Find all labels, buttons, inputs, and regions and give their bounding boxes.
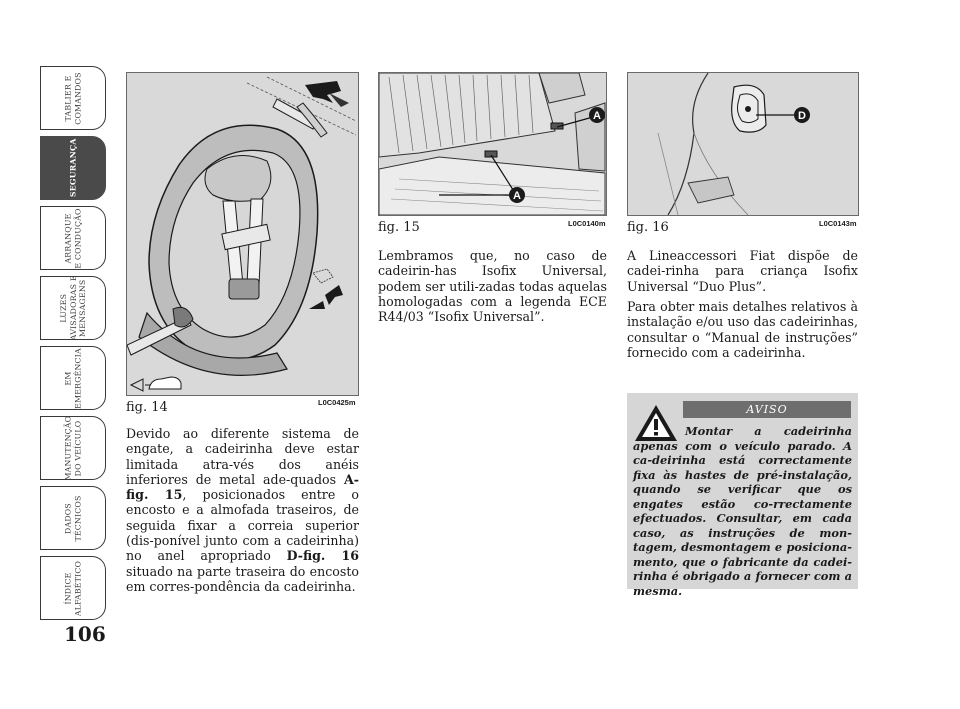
figure-15-rear-seat <box>378 72 607 216</box>
tab-label: SEGURANÇA <box>68 138 78 198</box>
fig-16-code: L0C0143m <box>819 219 857 228</box>
marker-d-label: D <box>798 110 806 122</box>
fig-14-caption: fig. 14 <box>126 400 168 415</box>
figure-ref-a: A-fig. 15 <box>126 471 359 503</box>
marker-a-upper-label: A <box>593 110 601 122</box>
tab-luzes-avisadoras[interactable] <box>40 276 106 340</box>
tab-label: LUZES AVISADORAS E MENSAGENS <box>58 275 87 340</box>
figure-14-child-seat <box>126 72 359 396</box>
car-icon <box>149 377 181 389</box>
text-segment: situado na parte traseira do encosto em corres-pondência da cadeirinha. <box>126 563 359 594</box>
tab-em-emergencia[interactable] <box>40 346 106 410</box>
figure-ref-d: D-fig. 16 <box>286 548 359 564</box>
tab-tablier-comandos[interactable] <box>40 66 106 130</box>
paragraph-attachment-instructions <box>126 426 359 594</box>
figure-16-seat-back <box>627 72 859 216</box>
warning-box <box>627 393 858 598</box>
tab-arranque-conducao[interactable] <box>40 206 106 270</box>
marker-a-lower-label: A <box>513 190 521 202</box>
warning-text: Montar a cadeirinha apenas com o veículo parado. A ca-deirinha está correctamente fixa às hastes de pré-instalação, quando se verificar que os engates estão co-rrectamente efectuados. Consultar, em cada caso, as instruções de mon-tagem, desmontagem e posiciona-mento, que o fabricante da cadei-rinha é obrigado a fornecer com a mesma. <box>633 424 852 598</box>
tab-label: TABLIER E COMANDOS <box>63 71 82 125</box>
tab-label: MANUTENÇÃO DO VEÍCULO <box>63 415 82 480</box>
tab-dados-tecnicos[interactable] <box>40 486 106 550</box>
tab-label: ARRANQUE E CONDUÇÃO <box>63 207 82 269</box>
direction-arrow-icon <box>131 379 143 391</box>
paragraph-more-details: Para obter mais detalhes relativos à instalação e/ou uso das cadeirinhas, consultar o “Manual de instruções” fornecido com a cadeirinha. <box>627 299 858 360</box>
rear-seat-illustration <box>379 73 606 215</box>
fig-15-caption: fig. 15 <box>378 220 420 235</box>
tab-label: EM EMERGÊNCIA <box>63 347 82 409</box>
fig-15-code: L0C0140m <box>568 219 606 228</box>
fig-16-caption: fig. 16 <box>627 220 669 235</box>
tab-indice-alfabetico[interactable] <box>40 556 106 620</box>
tab-manutencao-veiculo[interactable] <box>40 416 106 480</box>
fig-14-code: L0C0425m <box>318 398 356 407</box>
paragraph-isofix-universal: Lembramos que, no caso de cadeirin-has Isofix Universal, podem ser utili-zadas todas aquelas homologadas com a legenda ECE R44/03 “Isofix Universal”. <box>378 248 607 325</box>
tab-seguranca[interactable] <box>40 136 106 200</box>
text-segment: Devido ao diferente sistema de engate, a cadeirinha deve estar limitada atra-vés dos anéis inferiores de metal ade-quados <box>126 426 359 487</box>
tab-label: ÍNDICE ALFABÉTICO <box>63 560 82 616</box>
tab-label: DADOS TÉCNICOS <box>63 494 82 542</box>
text-segment: , posicionados entre o encosto e a almofada traseiros, de seguida fixar a correia superior (dis-ponível junto com a cadeirinha) no anel apropriado <box>126 487 359 564</box>
page-number: 106 <box>64 622 106 646</box>
paragraph-lineaccessori: A Lineaccessori Fiat dispõe de cadei-rinha para criança Isofix Universal “Duo Plus”. <box>627 248 858 294</box>
warning-title: AVISO <box>683 401 851 418</box>
child-seat-illustration <box>127 73 358 395</box>
seat-back-illustration <box>628 73 858 215</box>
insert-arrow-icon <box>325 285 343 305</box>
